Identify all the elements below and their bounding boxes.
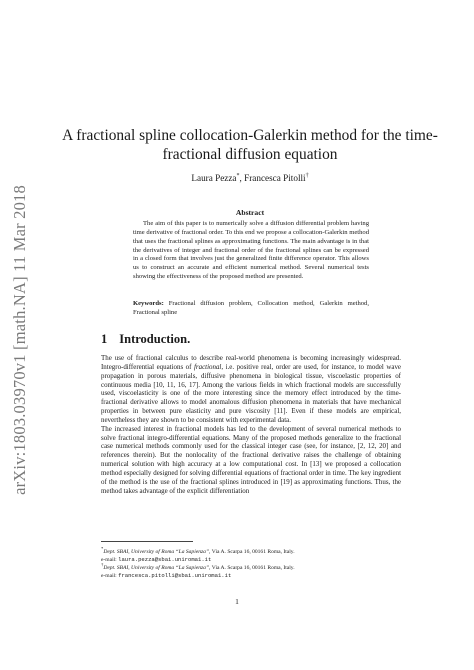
- footnote-rule: [101, 541, 193, 542]
- footnote-email[interactable]: francesca.pitolli@sbai.uniroma1.it: [118, 571, 232, 579]
- paragraph: The increased interest in fractional models has led to the development of several numerical methods to solve fractional integro-differential equations. Many of the proposed methods generalize to the fractional case numerical methods commonly used for the classical integer case (see, for instance, [2, 12, 20] and references therein). But the nonlocality of the fractional derivative raises the challenge of obtaining numerical solution with high accuracy at a low computational cost. In [13] we proposed a collocation method especially designed for solving differential equations of fractional order in time. The key ingredient of the method is the use of the fractional splines introduced in [19] as approximating functions. Thus, the method takes advantage of the explicit differentiation: [101, 424, 401, 495]
- author-separator: ,: [239, 173, 245, 184]
- footnote-address: Via A. Scarpa 16, 00161 Roma, Italy.: [211, 548, 295, 555]
- arxiv-watermark: [6, 170, 34, 510]
- footnote: [101, 561, 401, 580]
- keywords: [133, 300, 369, 318]
- paragraph-text: , i.e. positive real, order are used, for instance, to model wave propagation in porous materials, diffusive phenomena in biological tissue, viscoelastic properties of continuous media [10, 11, 16, 17]. Among the various fields in which fractional models are successfully used, viscoelasticity is one of the more interesting since the memory effect introduced by the time-fractional derivative allows to model anomalous diffusion phenomena in materials that have mechanical properties in between pure elasticity and pure viscosity [11]. Even if these models are empirical, nevertheless they are shown to be consistent with experimental data.: [101, 362, 401, 424]
- abstract-heading: Abstract: [235, 208, 265, 217]
- section-heading: [101, 332, 190, 347]
- footnote-mark: †: [305, 173, 309, 179]
- author-list: [60, 173, 440, 183]
- footnote-affiliation: Dept. SBAI, University of Roma “La Sapienza”,: [103, 548, 212, 555]
- footnote-email-label: e-mail:: [101, 556, 119, 563]
- keywords-label: Keywords:: [133, 300, 164, 307]
- footnote-email[interactable]: laura.pezza@sbai.uniroma1.it: [118, 555, 212, 563]
- section-number: 1: [101, 332, 108, 346]
- footnote-affiliation: Dept. SBAI, University of Roma “La Sapienza”,: [103, 564, 212, 571]
- footnote-email-label: e-mail:: [101, 572, 119, 579]
- section-title: Introduction.: [119, 332, 191, 346]
- keywords-text: Fractional diffusion problem, Collocation method, Galerkin method, Fractional spline: [133, 300, 369, 316]
- footnote-mark: †: [101, 562, 104, 567]
- paper-title: A fractional spline collocation-Galerkin method for the time-fractional diffusion equation: [62, 127, 438, 163]
- arxiv-id: arXiv:1803.03970v1 [math.NA] 11 Mar 2018: [10, 185, 29, 495]
- paragraph: [101, 354, 401, 425]
- footnote-mark: *: [101, 546, 104, 551]
- emphasis-text: fractional: [194, 362, 222, 371]
- footnote-address: Via A. Scarpa 16, 00161 Roma, Italy.: [211, 564, 295, 571]
- body-text: [101, 354, 401, 496]
- footnote-mark: *: [236, 173, 240, 179]
- abstract-text: The aim of this paper is to numerically solve a diffusion differential problem having time derivative of fractional order. To this end we propose a collocation-Galerkin method that uses the fractional splines as approximating functions. The main advantage is in that the derivatives of integer and fractional order of the fractional splines can be expressed in a closed form that involves just the generalized finite difference operator. This allows us to construct an accurate and efficient numerical method. Several numerical tests showing the effectiveness of the proposed method are presented.: [133, 220, 369, 281]
- page-number: 1: [235, 597, 239, 606]
- author-name: Laura Pezza: [191, 173, 237, 184]
- author-name: Francesca Pitolli: [244, 173, 306, 184]
- paragraph-text: The use of fractional calculus to describe real-world phenomena is becoming increasingly widespread. Integro-differential equations of: [101, 354, 401, 371]
